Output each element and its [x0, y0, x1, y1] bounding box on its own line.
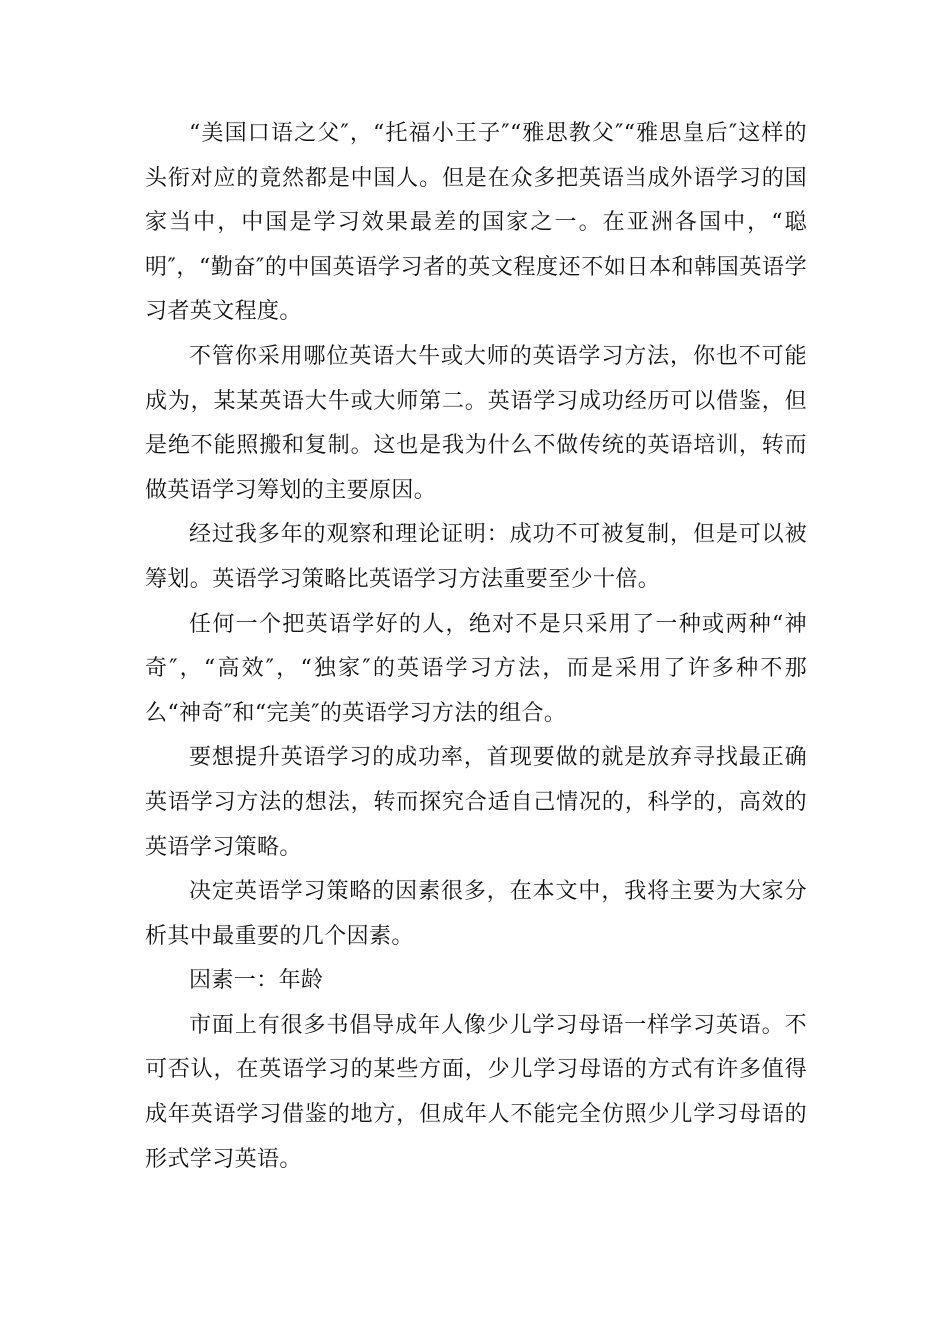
- paragraph-2: 不管你采用哪位英语大牛或大师的英语学习方法，你也不可能成为，某某英语大牛或大师第二。英语学习成功经历可以借鉴，但是绝不能照搬和复制。这也是我为什么不做传统的英语培训，转而做英语学习筹划的主要原因。: [145, 343, 807, 503]
- document-body: [145, 112, 807, 1182]
- paragraph-6: 决定英语学习策略的因素很多，在本文中，我将主要为大家分析其中最重要的几个因素。: [145, 879, 807, 949]
- paragraph-3: 经过我多年的观察和理论证明：成功不可被复制，但是可以被筹划。英语学习策略比英语学习方法重要至少十倍。: [145, 522, 807, 592]
- paragraph-7: 市面上有很多书倡导成年人像少儿学习母语一样学习英语。不可否认，在英语学习的某些方面，少儿学习母语的方式有许多值得成年英语学习借鉴的地方，但成年人不能完全仿照少儿学习母语的形式学习英语。: [145, 1012, 807, 1172]
- paragraph-1: “美国口语之父″，“托福小王子″“雅思教父″“雅思皇后″这样的头衔对应的竟然都是中国人。但是在众多把英语当成外语学习的国家当中，中国是学习效果最差的国家之一。在亚洲各国中，“聪明″，“勤奋″的中国英语学习者的英文程度还不如日本和韩国英语学习者英文程度。: [145, 121, 807, 325]
- paragraph-5: 要想提升英语学习的成功率，首现要做的就是放弃寻找最正确英语学习方法的想法，转而探究合适自己情况的，科学的，高效的英语学习策略。: [145, 745, 807, 860]
- paragraph-4: 任何一个把英语学好的人，绝对不是只采用了一种或两种“神奇″，“高效″，“独家″的英语学习方法，而是采用了许多种不那么“神奇″和“完美″的英语学习方法的组合。: [145, 611, 807, 726]
- section-heading-factor-one: 因素一：年龄: [189, 968, 324, 994]
